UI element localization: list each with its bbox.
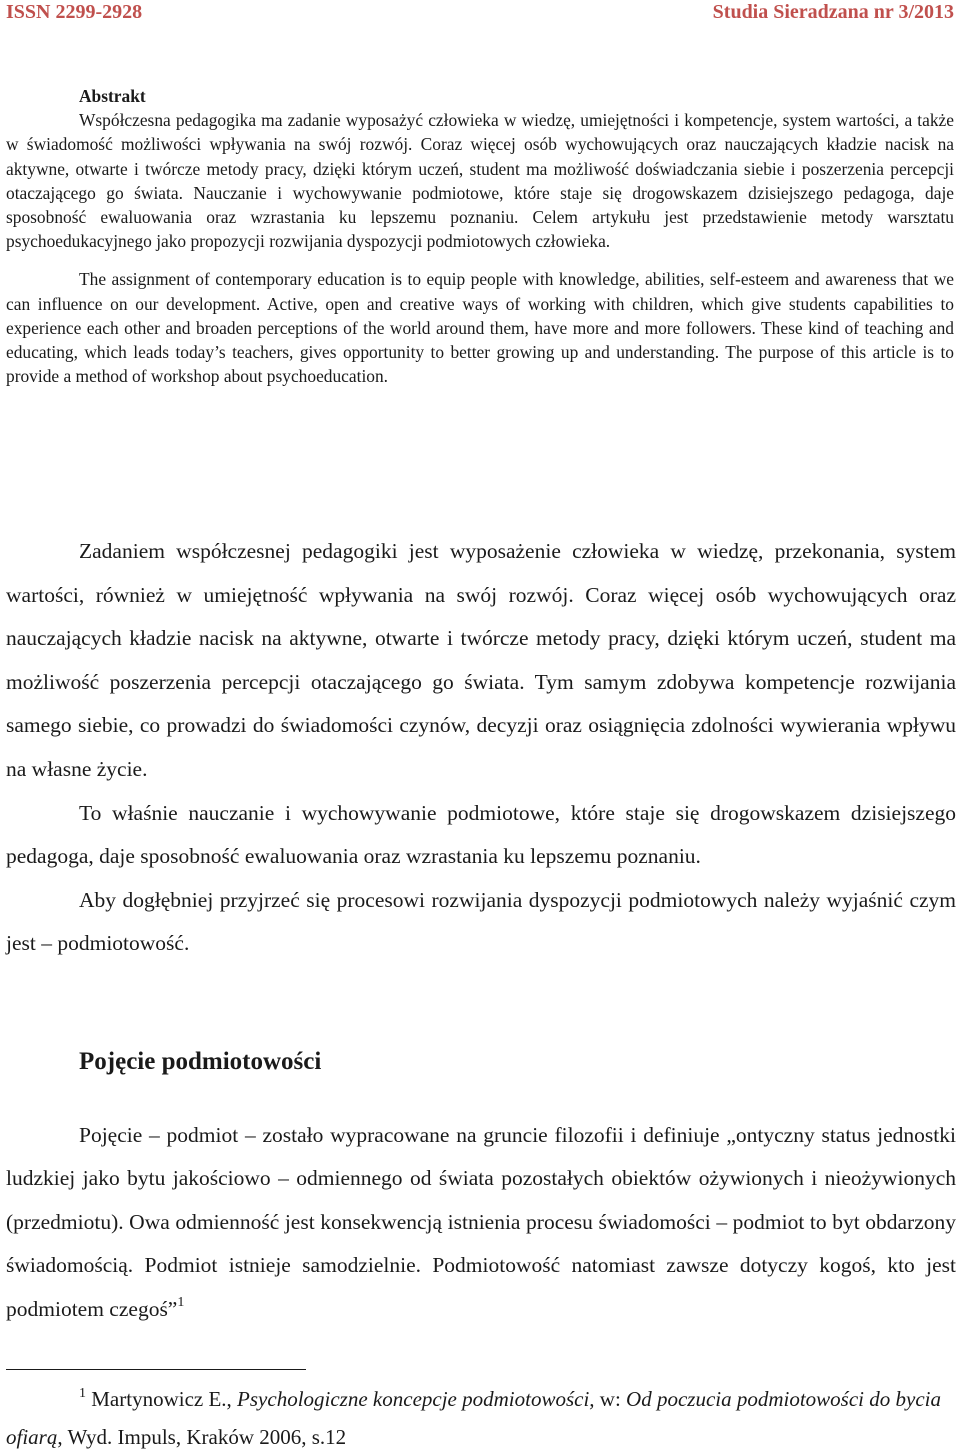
abstract-polish: Współczesna pedagogika ma zadanie wyposażyć człowieka w wiedzę, umiejętności i kompetencje, system wartości, a także w świadomość możliwości wpływania na swój rozwój. Coraz więcej osób wychowujących oraz nauczających kładzie nacisk na aktywne, otwarte i twórcze metody pracy, dzięki którym uczeń, student ma możliwość doświadczania siebie i poszerzenia percepcji otaczającego go świata. Nauczanie i wychowywanie podmiotowe, które staje się drogowskazem dzisiejszego pedagoga, daje sposobność ewaluowania oraz wzrastania ku lepszemu poznaniu. Celem artykułu jest przedstawienie metody warsztatu psychoedukacyjnego jako propozycji rozwijania dyspozycji podmiotowych człowieka. <box>6 110 954 252</box>
footnote-source: Od poczucia podmiotowości do bycia ofiarą <box>6 1387 941 1449</box>
intro-text <box>6 530 956 966</box>
abstract-block <box>6 84 954 388</box>
page-header <box>6 0 954 26</box>
intro-paragraph-3: Aby dogłębniej przyjrzeć się procesowi rozwijania dyspozycji podmiotowych należy wyjaśnić czym jest – podmiotowość. <box>6 887 956 956</box>
intro-paragraph-1: Zadaniem współczesnej pedagogiki jest wyposażenie człowieka w wiedzę, przekonania, system wartości, również w umiejętność wpływania na swój rozwój. Coraz więcej osób wychowujących oraz nauczających kładzie nacisk na aktywne, otwarte i twórcze metody pracy, dzięki którym uczeń, student ma możliwość poszerzenia percepcji otaczającego go świata. Tym samym zdobywa kompetencje rozwijania samego siebie, co prowadzi do świadomości czynów, decyzji oraz osiągnięcia zdolności wywierania wpływu na własne życie. <box>6 539 956 781</box>
footnote-number: 1 <box>79 1386 86 1401</box>
footnote-author: Martynowicz E., <box>91 1387 238 1411</box>
abstract-english: The assignment of contemporary education is to equip people with knowledge, abilities, self-esteem and awareness that we can influence on our development. Active, open and creative ways of working with children, which give students capabilities to experience each other and broaden perceptions of the world around them, have more and more followers. These kind of teaching and educating, which leads today’s teachers, gives opportunity to better growing up and understanding. The purpose of this article is to provide a method of workshop about psychoeducation. <box>6 269 954 387</box>
journal-label: Studia Sieradzana nr 3/2013 <box>712 1 954 23</box>
intro-paragraph-2: To właśnie nauczanie i wychowywanie podmiotowe, które staje się drogowskazem dzisiejszego pedagoga, daje sposobność ewaluowania oraz wzrastania ku lepszemu poznaniu. <box>6 800 956 869</box>
footnote-title: Psychologiczne koncepcje podmiotowości, <box>237 1387 595 1411</box>
section-heading: Pojęcie podmiotowości <box>79 1048 322 1075</box>
footnote-reference[interactable]: 1 <box>177 1294 185 1310</box>
abstract-title: Abstrakt <box>79 86 146 106</box>
section-text <box>6 1114 956 1331</box>
footnote-mid: w: <box>594 1387 627 1411</box>
section-paragraph-text: Pojęcie – podmiot – zostało wypracowane na gruncie filozofii i definiuje „ontyczny status jednostki ludzkiej jako bytu jakościowo – odmiennego od świata pozostałych obiektów ożywionych i nieożywionych (przedmiotu). Owa odmienność jest konsekwencją istnienia procesu świadomości – podmiot to byt obdarzony świadomością. Podmiot istnieje samodzielnie. Podmiotowość natomiast zawsze dotyczy kogoś, kto jest podmiotem czegoś” <box>6 1123 956 1321</box>
footnote-divider <box>6 1369 306 1370</box>
footnote <box>6 1380 956 1456</box>
issn-label: ISSN 2299-2928 <box>6 1 143 23</box>
footnote-publisher: , Wyd. Impuls, Kraków 2006, s.12 <box>57 1425 347 1449</box>
section-paragraph-1 <box>6 1114 956 1331</box>
